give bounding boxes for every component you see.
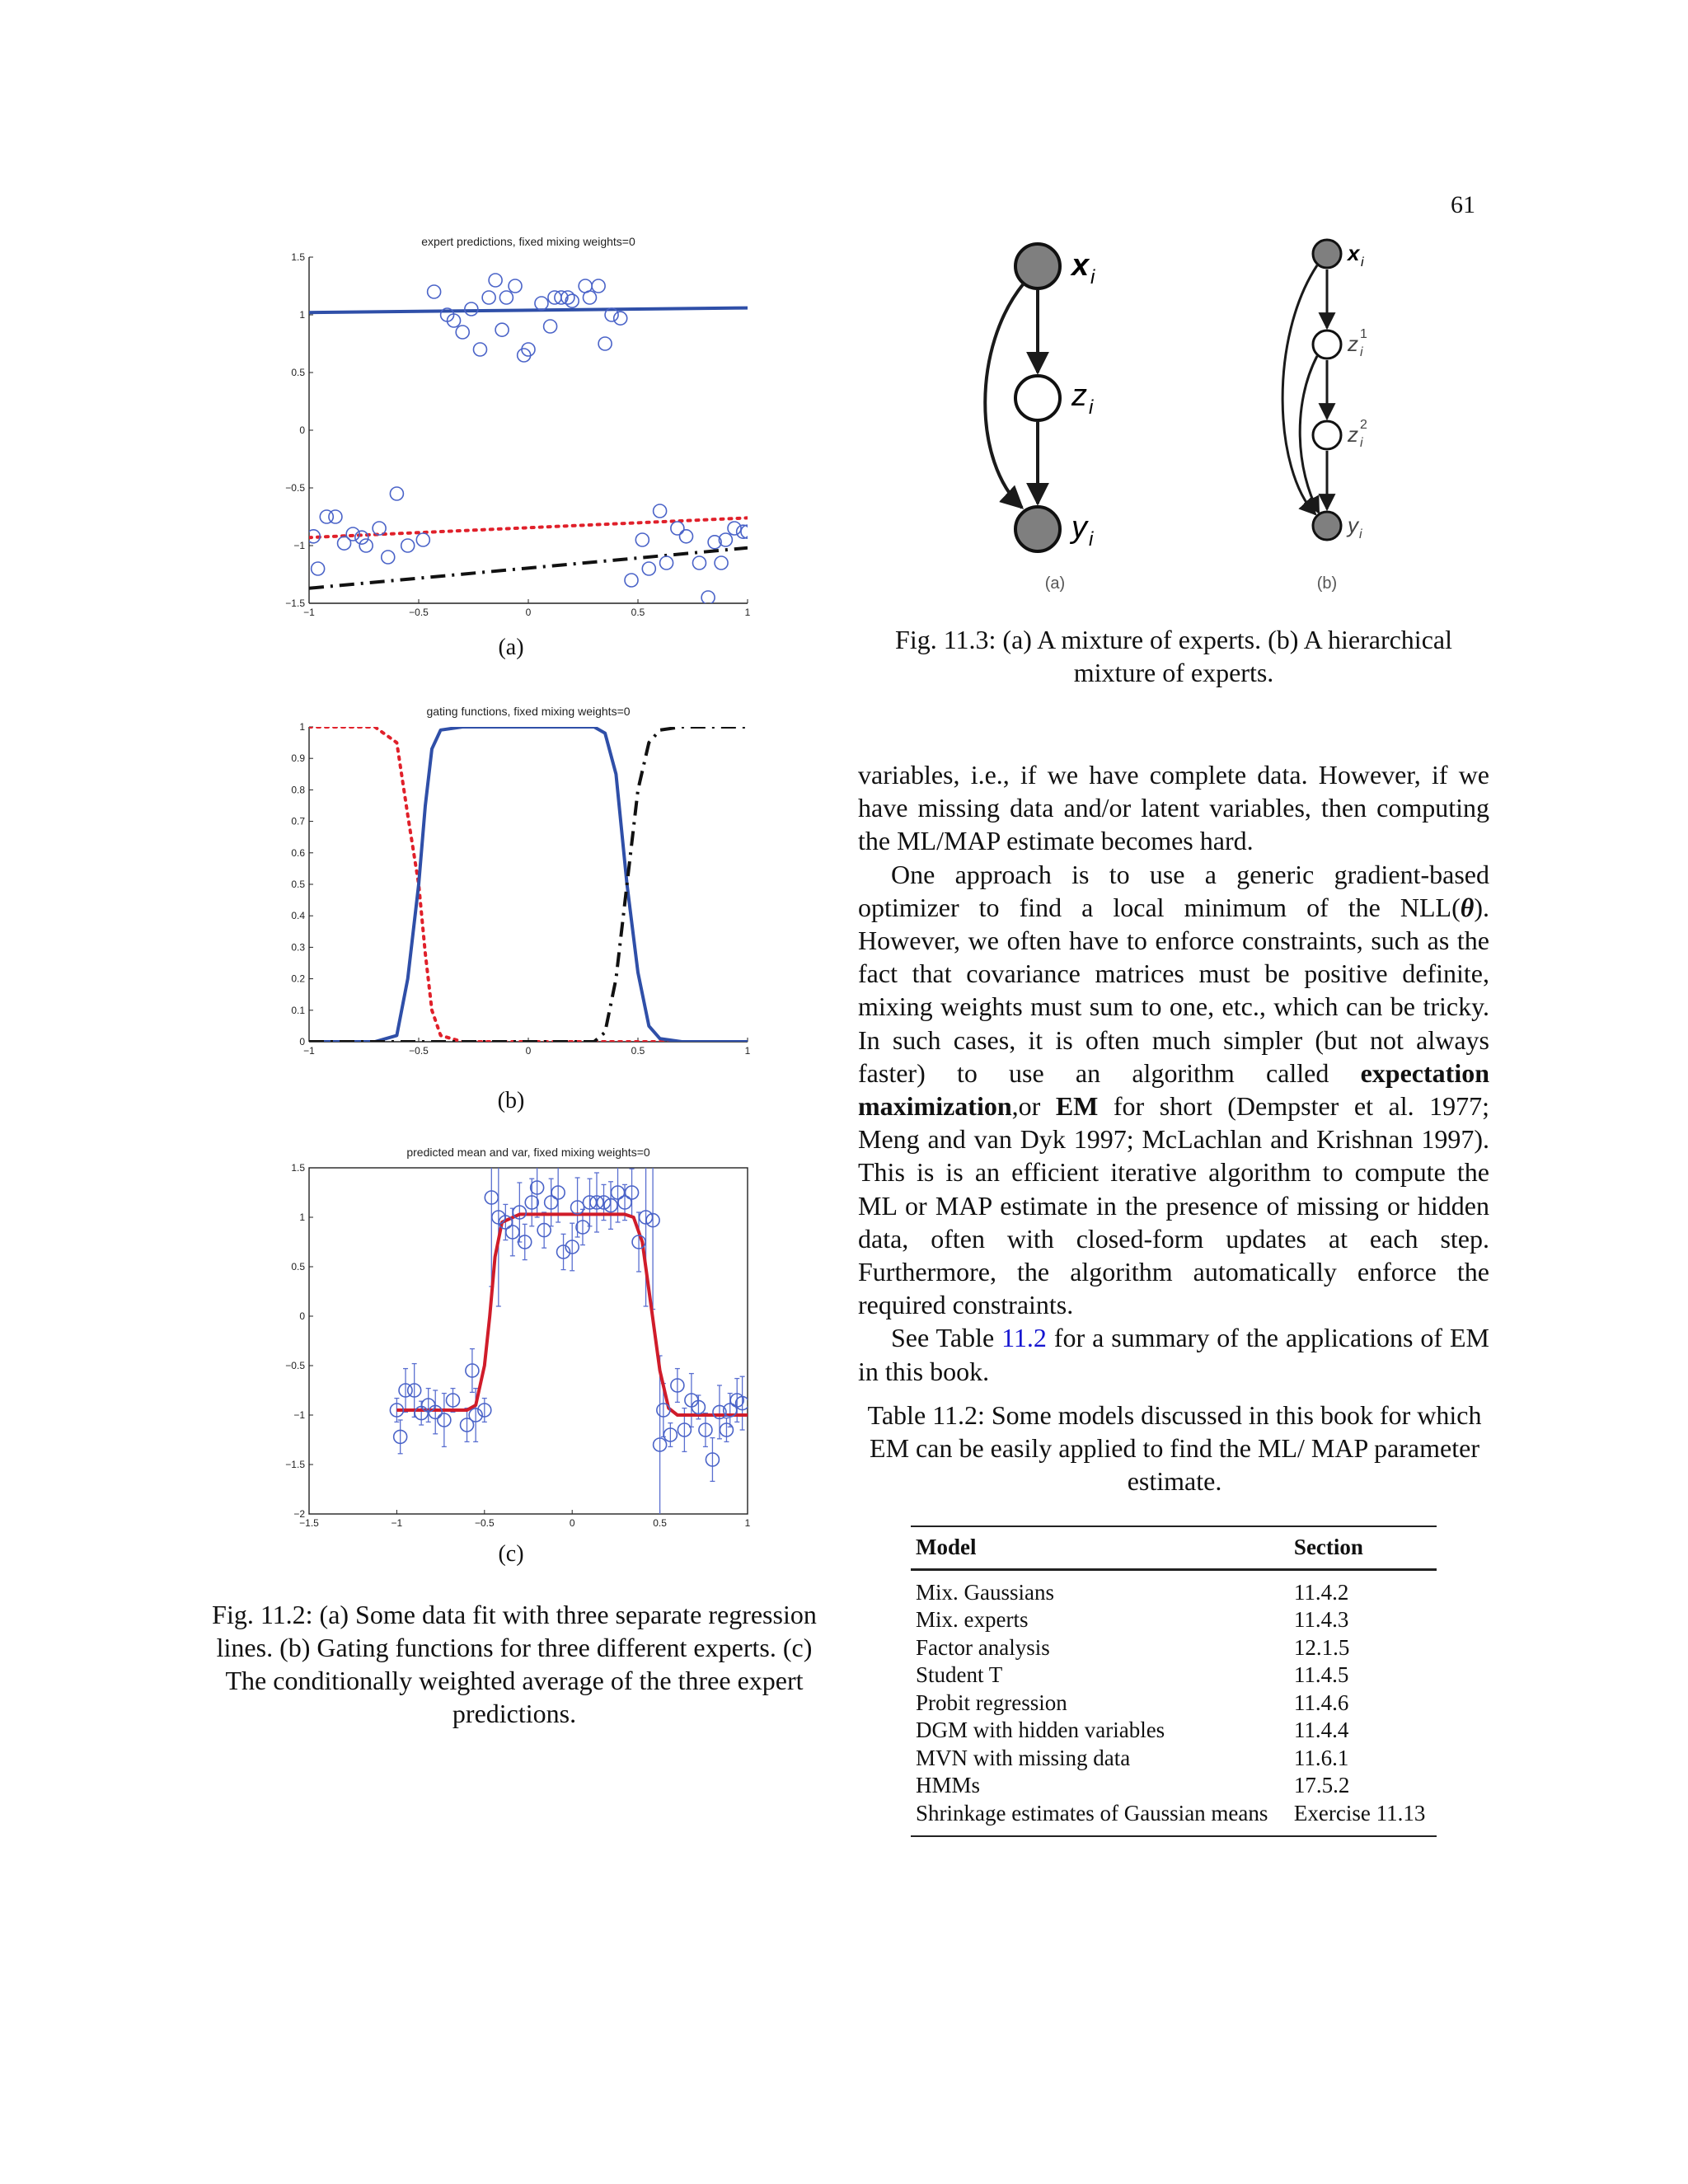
y-tick-label: −2 — [293, 1508, 305, 1520]
plot-area — [307, 274, 754, 604]
node-y-i — [1015, 507, 1060, 551]
data-point — [728, 522, 741, 535]
table-row — [911, 1800, 1437, 1837]
svg-text:y: y — [1348, 513, 1358, 537]
data-point — [495, 323, 509, 336]
y-tick-label: 0 — [299, 424, 305, 436]
x-tick-label: −0.5 — [409, 607, 429, 618]
header-model: Model — [916, 1535, 977, 1559]
data-point — [489, 274, 502, 287]
svg-text:i: i — [1361, 255, 1364, 269]
p3-text-b: for a summary of the applications of EM in this book. — [858, 1323, 1490, 1386]
series-line — [309, 727, 748, 1042]
cell-section: 11.4.2 — [1293, 1579, 1349, 1605]
x-tick-label: −1 — [391, 1517, 403, 1529]
graph-a — [985, 244, 1095, 551]
p3-text-a: See Table — [891, 1323, 1002, 1353]
x-tick-label: 1 — [744, 1045, 751, 1057]
svg-text:x: x — [1071, 248, 1090, 283]
series-line — [309, 518, 748, 537]
data-point — [680, 530, 693, 543]
table-row — [911, 1717, 1437, 1745]
data-point — [355, 531, 368, 544]
data-point — [312, 562, 325, 575]
x-tick-label: 0.5 — [631, 607, 645, 618]
x-tick-label: −0.5 — [409, 1045, 429, 1057]
svg-text:2: 2 — [1360, 418, 1367, 432]
edge-x-y-b — [1282, 265, 1317, 514]
cell-section: 11.4.4 — [1293, 1718, 1349, 1742]
data-point — [642, 562, 655, 575]
plot-area — [390, 1141, 748, 1534]
y-tick-label: 1 — [299, 1212, 305, 1223]
node-x-i — [1015, 244, 1060, 288]
chart-title: expert predictions, fixed mixing weights=0 — [421, 235, 635, 248]
fig-11-3-sublabel-a: (a) — [1044, 574, 1066, 593]
y-tick-label: −0.5 — [285, 1360, 305, 1371]
table-row — [911, 1745, 1437, 1773]
fig-11-3-graphical-models — [956, 223, 1418, 610]
p2-text-c: ,or — [1011, 1091, 1056, 1122]
y-tick-label: 0.5 — [291, 367, 305, 378]
series-line — [309, 727, 748, 1042]
graph-b — [1282, 240, 1367, 541]
svg-text:i: i — [1089, 528, 1094, 551]
data-point — [359, 539, 373, 552]
fig-11-2-sublabel-b: (b) — [497, 1088, 525, 1113]
y-tick-label: −0.5 — [285, 482, 305, 494]
data-point — [592, 279, 605, 293]
p2-em-term: expectation maximization — [858, 1057, 1489, 1122]
series-line — [309, 548, 748, 588]
y-tick-label: 0.2 — [291, 972, 305, 985]
svg-text:i: i — [1090, 266, 1095, 288]
chart-title: predicted mean and var, fixed mixing weights=0 — [406, 1146, 650, 1159]
svg-text:i: i — [1089, 396, 1094, 419]
cell-model: Mix. Gaussians — [916, 1579, 1054, 1605]
svg-text:i: i — [1359, 527, 1362, 541]
fig-11-3-sublabel-b: (b) — [1316, 574, 1338, 593]
svg-text:z: z — [1071, 378, 1087, 413]
cell-section: 12.1.5 — [1293, 1634, 1350, 1660]
table-11-2-caption: Table 11.2: Some models discussed in this book for which EM can be easily applied to find the ML/ MAP parameter estimate. — [867, 1400, 1482, 1496]
y-tick-label: −1 — [293, 1409, 305, 1421]
cell-model: MVN with missing data — [916, 1745, 1131, 1770]
x-tick-label: 1 — [744, 607, 751, 618]
cell-section: 11.4.3 — [1293, 1607, 1349, 1632]
p2-text-a: One approach is to use a generic gradient-based optimizer to find a local minimum of the NLL( — [858, 859, 1489, 922]
label-y-i — [1069, 510, 1094, 551]
data-point — [544, 320, 557, 333]
table-row — [911, 1690, 1437, 1718]
data-point — [465, 302, 478, 316]
paragraph-2 — [858, 858, 1489, 1322]
data-point — [535, 297, 548, 310]
paragraph-1: variables, i.e., if we have complete data. However, if we have missing data and/or latent variables, then computing the ML/MAP estimate becomes hard. — [858, 760, 1489, 856]
node-z-i — [1015, 376, 1060, 420]
data-point — [382, 551, 395, 564]
x-tick-label: −1 — [303, 1045, 315, 1057]
x-tick-label: 0.5 — [631, 1045, 645, 1057]
data-point — [499, 291, 513, 304]
data-point — [509, 279, 522, 293]
data-point — [583, 291, 596, 304]
data-point — [456, 326, 469, 339]
data-point — [482, 291, 495, 304]
table-row — [911, 1606, 1437, 1634]
x-tick-label: 0 — [525, 607, 532, 618]
cell-section: 17.5.2 — [1293, 1773, 1350, 1797]
chart-predicted-mean-var — [247, 1141, 775, 1537]
table-ref-link[interactable]: 11.2 — [1001, 1323, 1047, 1353]
y-tick-label: 0.9 — [291, 752, 305, 765]
label-x-i-b — [1346, 241, 1364, 269]
svg-text:i: i — [1360, 345, 1363, 359]
cell-section: 11.6.1 — [1293, 1745, 1349, 1770]
fig-11-2-sublabel-c: (c) — [498, 1541, 524, 1567]
cell-section: 11.4.6 — [1293, 1690, 1349, 1715]
y-tick-label: −1.5 — [285, 598, 305, 609]
cell-model: Mix. experts — [916, 1607, 1029, 1632]
body-text — [858, 758, 1489, 1388]
plot-frame — [309, 1168, 748, 1514]
table-row — [911, 1661, 1437, 1690]
x-tick-label: 0 — [525, 1045, 532, 1057]
svg-text:1: 1 — [1360, 327, 1367, 341]
table-header-row — [911, 1526, 1437, 1569]
y-tick-label: 0.4 — [291, 910, 305, 922]
svg-text:z: z — [1348, 422, 1358, 447]
p2-em-abbrev: EM — [1055, 1091, 1099, 1122]
x-tick-label: −1 — [303, 607, 315, 618]
data-point — [329, 510, 342, 523]
p2-text-d: for short (Dempster et al. 1977; Meng and van Dyk 1997; McLachlan and Krishnan 1997). This is is an efficient iterative algorithm to compute the ML or MAP estimate in the presence of missing or hidden data, often with closed-form updates at each step. Furthermore, the algorithm automatically enforce the required constraints. — [858, 1091, 1490, 1320]
label-z-i-2 — [1347, 418, 1367, 450]
data-point — [654, 504, 667, 518]
data-point — [598, 337, 612, 350]
node-z-i-1 — [1313, 330, 1341, 359]
y-tick-label: 0 — [299, 1036, 305, 1047]
data-point — [671, 522, 684, 535]
y-tick-label: −1 — [293, 540, 305, 551]
x-tick-label: −0.5 — [474, 1517, 495, 1529]
fig-11-3-caption: Fig. 11.3: (a) A mixture of experts. (b) A hierarchical mixture of experts. — [895, 625, 1452, 687]
node-x-i-b — [1313, 240, 1341, 268]
chart-expert-predictions — [247, 231, 775, 626]
p2-text-b: ). However, we often have to enforce constraints, such as the fact that covariance matrices must be positive definite, mixing weights must sum to one, etc., which can be tricky. In such cases, it is often much simpler (but not always faster) to use an algorithm called — [858, 892, 1489, 1088]
cell-model: Factor analysis — [916, 1634, 1050, 1660]
data-point — [625, 574, 638, 587]
y-tick-label: −1.5 — [285, 1459, 305, 1470]
y-tick-label: 1.5 — [291, 251, 305, 263]
p2-theta: θ — [1460, 892, 1475, 922]
svg-text:z: z — [1348, 331, 1358, 356]
data-point — [692, 556, 706, 569]
data-point — [390, 487, 403, 500]
data-point — [416, 533, 429, 546]
y-tick-label: 0.8 — [291, 784, 305, 796]
cell-section: 11.4.5 — [1293, 1662, 1349, 1687]
cell-model: Student T — [916, 1662, 1003, 1687]
y-tick-label: 0.5 — [291, 879, 305, 890]
y-tick-label: 0.1 — [291, 1004, 305, 1016]
label-y-i-b — [1346, 513, 1362, 541]
cell-model: Probit regression — [916, 1690, 1067, 1715]
plot-area — [309, 727, 748, 1042]
series-line — [309, 308, 748, 313]
data-point — [373, 522, 386, 535]
label-z-i-1 — [1347, 327, 1367, 359]
node-z-i-2 — [1313, 421, 1341, 449]
x-tick-label: −1.5 — [299, 1517, 319, 1529]
svg-text:y: y — [1071, 510, 1087, 545]
x-tick-label: 0 — [569, 1517, 575, 1529]
y-tick-label: 1.5 — [291, 1162, 305, 1174]
x-tick-label: 0.5 — [653, 1517, 667, 1529]
data-point — [701, 591, 715, 604]
fig-11-2-caption: Fig. 11.2: (a) Some data fit with three separate regression lines. (b) Gating functions for three different experts. (c) The conditionally weighted average of the three expert predictions. — [212, 1600, 817, 1728]
table-row — [911, 1634, 1437, 1662]
table-row — [911, 1569, 1437, 1606]
data-point — [715, 556, 728, 569]
header-section: Section — [1293, 1535, 1363, 1559]
y-tick-label: 0 — [299, 1310, 305, 1322]
paragraph-3 — [858, 1321, 1489, 1387]
cell-model: DGM with hidden variables — [916, 1718, 1165, 1742]
svg-text:x: x — [1348, 241, 1360, 265]
data-point — [660, 556, 673, 569]
cell-model: HMMs — [916, 1773, 981, 1797]
y-tick-label: 0.6 — [291, 846, 305, 859]
data-point — [614, 312, 627, 325]
data-point — [428, 285, 441, 298]
cell-section: Exercise 11.13 — [1289, 1800, 1437, 1837]
y-tick-label: 1 — [299, 309, 305, 321]
label-z-i — [1071, 378, 1094, 419]
node-y-i-b — [1313, 512, 1341, 540]
data-point — [635, 533, 649, 546]
y-tick-label: 0.3 — [291, 941, 305, 954]
cell-model: Shrinkage estimates of Gaussian means — [911, 1800, 1289, 1837]
label-x-i — [1070, 248, 1095, 288]
table-row — [911, 1772, 1437, 1800]
x-tick-label: 1 — [744, 1517, 751, 1529]
chart-gating-functions — [247, 684, 775, 1080]
table-11-2 — [911, 1526, 1437, 1837]
y-tick-label: 0.5 — [291, 1261, 305, 1272]
y-tick-label: 1 — [299, 721, 305, 733]
chart-title: gating functions, fixed mixing weights=0 — [426, 705, 631, 718]
y-tick-label: 0.7 — [291, 815, 305, 827]
data-point — [473, 343, 486, 356]
svg-text:i: i — [1360, 436, 1363, 450]
page-number: 61 — [1451, 191, 1475, 218]
data-point — [401, 539, 415, 552]
fig-11-2-sublabel-a: (a) — [498, 635, 524, 660]
series-line — [309, 727, 748, 1042]
